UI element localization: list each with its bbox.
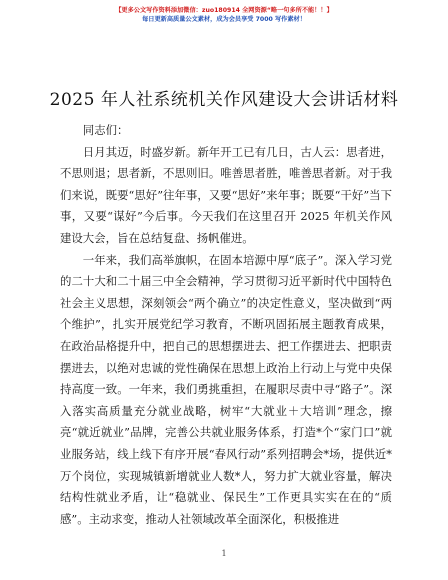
promo-banner [0, 6, 448, 24]
promo-banner-line-2: 每日更新高质量公文素材，成为会员享受 7000 写作素材！ [142, 16, 306, 23]
document-title: 2025 年人社系统机关作风建设大会讲话材料 [49, 90, 399, 111]
page-number: 1 [221, 549, 227, 558]
promo-banner-line-1: 【更多公文写作资料添加微信：zuo180914 全网资源“略一句多所不能！！】 [115, 7, 333, 14]
paragraph-2: 一年来，我们高举旗帜，在固本培源中厚“底子”。深入学习党的二十大和二十届三中全会精神，学习贯彻习近平新时代中国特色社会主义思想，深刻领会“两个确立”的决定性意义，坚决做到“两个维护”，扎实开展党纪学习教育，不断巩固拓展主题教育成果，在政治品格提升中，把自己的思想摆进去、把工作摆进去、把职责摆进去，以绝对忠诚的党性确保在思想上政治上行动上与党中央保持高度一致。一年来，我们勇挑重担，在履职尽责中寻“路子”。深入落实高质量充分就业战略，树牢“大就业＋大培训”理念，擦亮“就近就业”品牌，完善公共就业服务体系，打造*个“家门口”就业服务站，线上线下有序开展“春风行动”系列招聘会*场，提供近*万个岗位，实现城镇新增就业人数*人，努力扩大就业容量，解决结构性就业矛盾，让“稳就业、保民生”工作更具实实在在的“质感”。主动求变，推动人社领域改革全面深化，积极推进 [60, 252, 392, 526]
document-body [60, 120, 392, 530]
paragraph-1: 日月其迈，时盛岁新。新年开工已有几日，古人云：思者进，不思则退；思者新，不思则旧。唯善思者胜，唯善思者新。对于我们来说，既要“思好”往年事，又要“思好”来年事；既要“干好”当下事，又要“谋好”今后事。今天我们在这里召开 2025 年机关作风建设大会，旨在总结复盘、扬帆催进。 [60, 144, 392, 245]
greeting: 同志们： [82, 123, 129, 137]
